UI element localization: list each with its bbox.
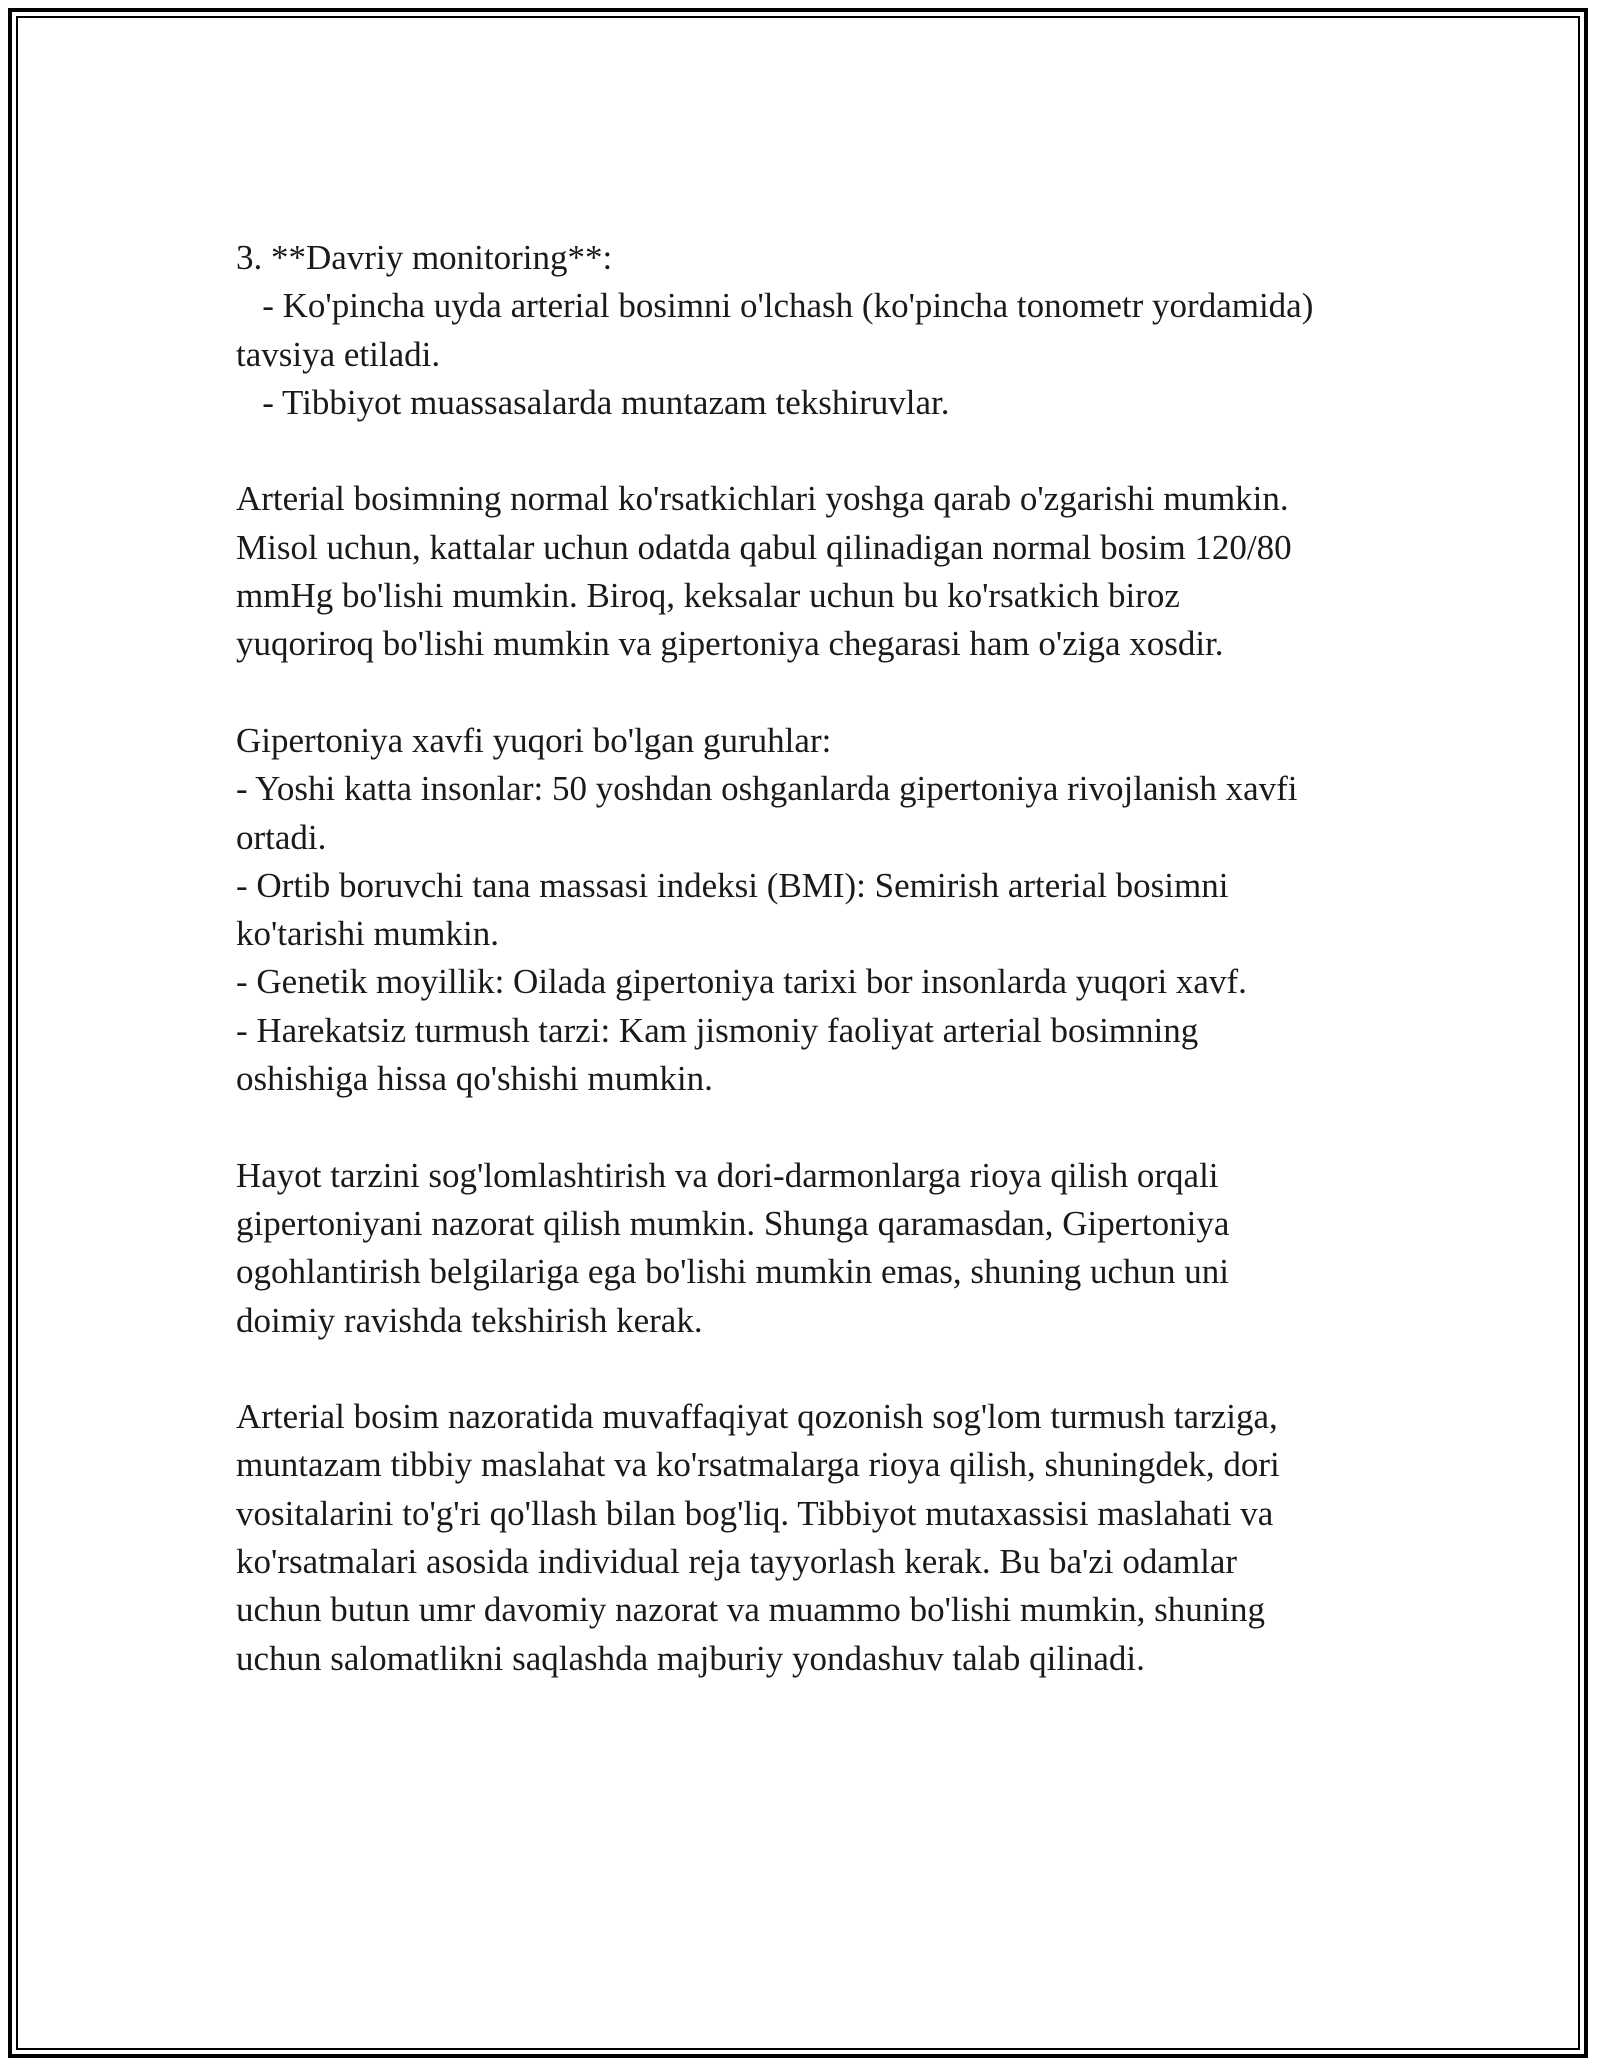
text-line: yuqoriroq bo'lishi mumkin va gipertoniya chegarasi ham o'ziga xosdir. <box>236 624 1224 664</box>
text-line: muntazam tibbiy maslahat va ko'rsatmalarga rioya qilish, shuningdek, dori <box>236 1445 1280 1485</box>
text-line: ogohlantirish belgilariga ega bo'lishi mumkin emas, shuning uchun uni <box>236 1252 1229 1292</box>
list-heading: Gipertoniya xavfi yuqori bo'lgan guruhlar: <box>236 720 832 760</box>
list-item: - Harekatsiz turmush tarzi: Kam jismoniy faoliyat arterial bosimning <box>236 1010 1199 1050</box>
list-item-continuation: ko'tarishi mumkin. <box>236 914 499 954</box>
text-line: uchun butun umr davomiy nazorat va muammo bo'lishi mumkin, shuning <box>236 1590 1265 1630</box>
list-item: - Tibbiyot muassasalarda muntazam tekshiruvlar. <box>236 382 950 422</box>
list-item: - Genetik moyillik: Oilada gipertoniya tarixi bor insonlarda yuqori xavf. <box>236 962 1247 1002</box>
paragraph-spacer <box>236 427 1376 475</box>
text-line: gipertoniyani nazorat qilish mumkin. Shunga qaramasdan, Gipertoniya <box>236 1203 1230 1243</box>
text-line: Arterial bosimning normal ko'rsatkichlari yoshga qarab o'zgarishi mumkin. <box>236 479 1289 519</box>
paragraph-spacer <box>236 1345 1376 1393</box>
paragraph-normal-values <box>236 475 1376 668</box>
list-item-continuation: oshishiga hissa qo'shishi mumkin. <box>236 1059 713 1099</box>
text-line: vositalarini to'g'ri qo'llash bilan bog'liq. Tibbiyot mutaxassisi maslahati va <box>236 1493 1274 1533</box>
text-line: Arterial bosim nazoratida muvaffaqiyat qozonish sog'lom turmush tarziga, <box>236 1397 1278 1437</box>
section-heading: 3. **Davriy monitoring**: <box>236 238 613 277</box>
list-item: - Yoshi katta insonlar: 50 yoshdan oshganlarda gipertoniya rivojlanish xavfi <box>236 769 1298 809</box>
text-line: mmHg bo'lishi mumkin. Biroq, keksalar uchun bu ko'rsatkich biroz <box>236 576 1180 616</box>
risk-groups-list <box>236 717 1376 1103</box>
text-line: Misol uchun, kattalar uchun odatda qabul qilinadigan normal bosim 120/80 <box>236 527 1292 567</box>
text-line: Hayot tarzini sog'lomlashtirish va dori-darmonlarga rioya qilish orqali <box>236 1155 1219 1195</box>
document-body <box>236 234 1376 1683</box>
paragraph-spacer <box>236 1103 1376 1151</box>
list-item-continuation: ortadi. <box>236 817 327 857</box>
paragraph-success <box>236 1393 1376 1683</box>
list-item: - Ko'pincha uyda arterial bosimni o'lchash (ko'pincha tonometr yordamida) <box>236 286 1314 326</box>
list-item-continuation: tavsiya etiladi. <box>236 334 441 374</box>
paragraph-lifestyle <box>236 1152 1376 1345</box>
section-monitoring <box>236 234 1376 427</box>
list-item: - Ortib boruvchi tana massasi indeksi (BMI): Semirish arterial bosimni <box>236 865 1229 905</box>
text-line: ko'rsatmalari asosida individual reja tayyorlash kerak. Bu ba'zi odamlar <box>236 1542 1238 1582</box>
text-line: doimiy ravishda tekshirish kerak. <box>236 1300 703 1340</box>
text-line: uchun salomatlikni saqlashda majburiy yondashuv talab qilinadi. <box>236 1638 1145 1678</box>
paragraph-spacer <box>236 669 1376 717</box>
